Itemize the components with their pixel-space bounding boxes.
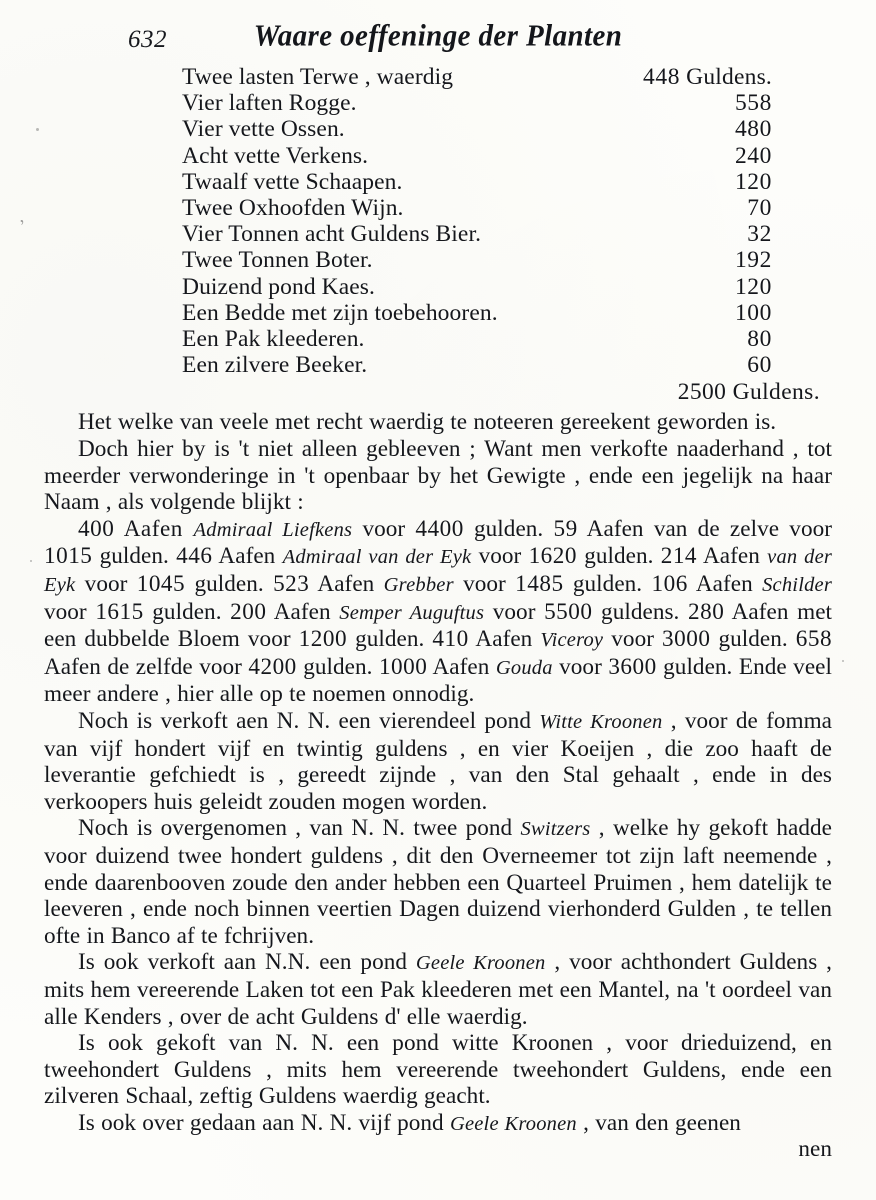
text-run: 658: [795, 626, 833, 653]
ledger-row: [182, 143, 772, 169]
ledger-amount: 120: [734, 168, 772, 195]
paragraph-6: [44, 949, 832, 1030]
text-run: 214: [660, 543, 698, 570]
text-run: Aafen: [266, 598, 340, 625]
tulip-name: Geele Kroonen: [415, 952, 546, 975]
text-run: 446: [176, 543, 213, 570]
text-run: 4400: [415, 515, 464, 542]
text-run: Noch is verkoft aen N. N. een vierendeel pond: [78, 707, 540, 734]
text-run: Aafen: [309, 571, 384, 597]
text-run: voor: [471, 543, 529, 570]
ledger-amount: 192: [734, 247, 772, 274]
ledger-amount: 80: [747, 326, 772, 353]
text-run: gulden. Ende veel meer andere , hier alle op te noemen onnodig.: [44, 653, 832, 708]
text-run: 280: [688, 598, 725, 625]
ledger-list: [44, 64, 832, 378]
tulip-name: Gouda: [495, 656, 553, 679]
text-run: gulden.: [576, 543, 661, 570]
text-run: guldens.: [592, 598, 688, 625]
text-run: 410: [432, 626, 469, 653]
tulip-name: Grebber: [383, 574, 454, 596]
text-run: Aafen: [468, 626, 541, 653]
ledger-item-label: Een Bedde met zijn toebehooren.: [182, 299, 498, 326]
text-run: 3000: [662, 626, 711, 653]
running-title: Waare oeffeninge der Planten: [253, 19, 623, 53]
ledger-item-label: Een zilvere Beeker.: [182, 352, 368, 379]
text-run: Aafen: [687, 571, 763, 597]
text-run: gulden.: [92, 543, 177, 570]
text-run: Aafen van de zelve voor: [577, 515, 833, 542]
tulip-name: Witte Kroonen: [539, 710, 663, 733]
text-run: Is ook over gedaan aan N. N. vijf pond: [78, 1109, 450, 1136]
text-run: 4200: [248, 653, 297, 680]
text-run: 59: [553, 515, 578, 542]
text-run: 523: [273, 571, 310, 597]
text-run: Is ook verkoft aan N.N. een pond: [78, 949, 416, 976]
ledger-row: [182, 169, 772, 195]
folio-number: 632: [128, 26, 167, 53]
text-run: gulden.: [185, 571, 274, 597]
text-run: Aafen de zelfde voor: [44, 653, 249, 680]
ledger-row: [182, 326, 772, 352]
ledger-amount: 100: [734, 299, 772, 326]
ledger-item-label: Twee Tonnen Boter.: [182, 247, 373, 274]
tulip-name: Schilder: [762, 574, 833, 596]
ledger-row: [182, 274, 772, 300]
ledger-row: [182, 247, 772, 273]
text-run: 1485: [515, 571, 564, 597]
body-text: [44, 409, 832, 1163]
text-run: , van den geenen: [576, 1109, 741, 1136]
ledger-item-label: Acht vette Verkens.: [182, 142, 369, 169]
text-run: gulden.: [563, 571, 652, 597]
ledger-row: [182, 300, 772, 326]
text-run: 400 Aafen: [78, 515, 194, 542]
ledger-row: [182, 195, 772, 221]
text-run: Aafen: [212, 543, 283, 570]
text-run: gulden.: [710, 626, 796, 653]
scan-speck: [842, 660, 844, 662]
text-run: gulden.: [463, 515, 554, 542]
paragraph-2: Doch hier by is 't niet alleen gebleeven ; Want men verkofte naaderhand , tot meerder verwonderinge in 't openbaar by het Gewigte , ende een jegelijk na haar Naam , als volgende blijkt :: [44, 436, 832, 516]
ledger-item-label: Een Pak kleederen.: [182, 326, 365, 353]
page-header: [44, 18, 832, 60]
scan-speck: [30, 560, 32, 562]
ledger-amount: 480: [734, 116, 772, 143]
ledger-amount: 558: [734, 90, 772, 117]
ledger-row: [182, 352, 772, 378]
paragraph-8: [44, 1110, 832, 1138]
ledger-item-label: Twee lasten Terwe , waerdig: [182, 64, 454, 90]
text-run: 1620: [528, 543, 577, 570]
tulip-name: Semper Auguftus: [339, 601, 485, 624]
text-run: 1200: [298, 626, 348, 653]
margin-mark: ,: [14, 205, 26, 227]
ledger-item-label: Vier vette Ossen.: [182, 116, 345, 143]
paragraph-7: Is ook gekoft van N. N. een pond witte Kroonen , voor drieduizend, en tweehondert Guldens , mits hem vereerende tweehondert Guldens, ende een zilveren Schaal, zeftig Guldens waerdig geacht.: [44, 1030, 832, 1110]
tulip-name: Viceroy: [540, 629, 604, 652]
text-run: Aafen met een dubbelde Bloem voor: [44, 598, 833, 653]
text-run: Aafen: [697, 543, 768, 570]
ledger-amount: 70: [747, 195, 772, 222]
ledger-item-label: Duizend pond Kaes.: [182, 273, 376, 300]
ledger-item-label: Vier laften Rogge.: [182, 90, 357, 117]
text-run: gulden.: [296, 653, 379, 680]
catchword: nen: [798, 1136, 832, 1163]
text-run: gulden.: [347, 626, 433, 653]
ledger-total-value: 2500 Guldens.: [677, 379, 820, 406]
text-run: , voor achthondert Guldens , mits hem vereerende Laken tot een Pak kleederen met een Mantel, na 't oordeel van alle Kenders , over de acht Guldens d' elle waerdig.: [44, 949, 833, 1030]
ledger-row: [182, 221, 772, 247]
text-run: 5500: [544, 598, 593, 625]
ledger-row: [182, 64, 772, 90]
text-run: Noch is overgenomen , van N. N. twee pond: [78, 815, 521, 842]
tulip-name: Switzers: [520, 818, 591, 841]
ledger-amount: 32: [747, 221, 772, 248]
text-run: 106: [651, 571, 688, 597]
paragraph-3: [44, 516, 832, 708]
ledger-amount: 120: [734, 273, 772, 300]
text-run: , voor de fomma van vijf hondert vijf en twintig guldens , en vier Koeijen , die zoo haaft de leverantie gefchiedt is , gereedt zijnde , van den Stal gehaalt , ende in des verkoopers huis geleidt zouden mogen worden.: [44, 707, 832, 815]
paragraph-5: [44, 815, 832, 949]
tulip-name: Admiraal van der Eyk: [282, 546, 472, 569]
text-run: , welke hy gekoft hadde voor duizend twee hondert guldens , dit den Overneemer tot zijn laft neemende , ende daarenbooven zoude den ander hebben een Quarteel Pruimen , hem datelijk te leeveren , ende noch binnen veertien Dagen duizend vierhonderd Gulden , te tellen ofte in Banco af te fchrijven.: [44, 815, 832, 949]
ledger-item-label: Twee Oxhoofden Wijn.: [182, 195, 404, 222]
text-run: 1045: [136, 571, 186, 597]
text-run: 3600: [608, 653, 657, 680]
tulip-name: van der Eyk: [44, 546, 833, 596]
paragraph-4: [44, 708, 832, 815]
text-run: voor: [352, 515, 416, 542]
paragraph-1: Het welke van veele met recht waerdig te noteeren gereekent geworden is.: [78, 409, 777, 436]
ledger-item-label: Twaalf vette Schaapen.: [182, 168, 403, 195]
tulip-name: Admiraal Liefkens: [193, 518, 353, 541]
ledger-row: [182, 90, 772, 116]
text-run: 200: [230, 598, 267, 625]
ledger-currency: Guldens.: [680, 64, 772, 90]
text-run: 1015: [44, 543, 93, 570]
tulip-name: Geele Kroonen: [449, 1112, 577, 1135]
ledger-amount: 60: [747, 352, 772, 379]
text-run: 1000: [378, 653, 428, 680]
scan-speck: [36, 128, 39, 131]
text-run: voor: [453, 571, 516, 597]
text-run: voor: [603, 626, 663, 653]
text-run: Aafen: [427, 653, 496, 680]
ledger-row: [182, 116, 772, 142]
ledger-amount: 240: [734, 142, 772, 169]
ledger-item-label: Vier Tonnen acht Guldens Bier.: [182, 221, 482, 248]
text-run: voor: [75, 571, 137, 597]
ledger-total: [44, 378, 832, 406]
text-run: 1615: [95, 598, 144, 625]
text-run: voor: [552, 653, 609, 680]
ledger-amount: 448 Guldens.: [643, 64, 772, 90]
text-run: voor: [484, 598, 545, 625]
text-run: gulden.: [143, 598, 231, 625]
text-run: voor: [44, 598, 96, 625]
